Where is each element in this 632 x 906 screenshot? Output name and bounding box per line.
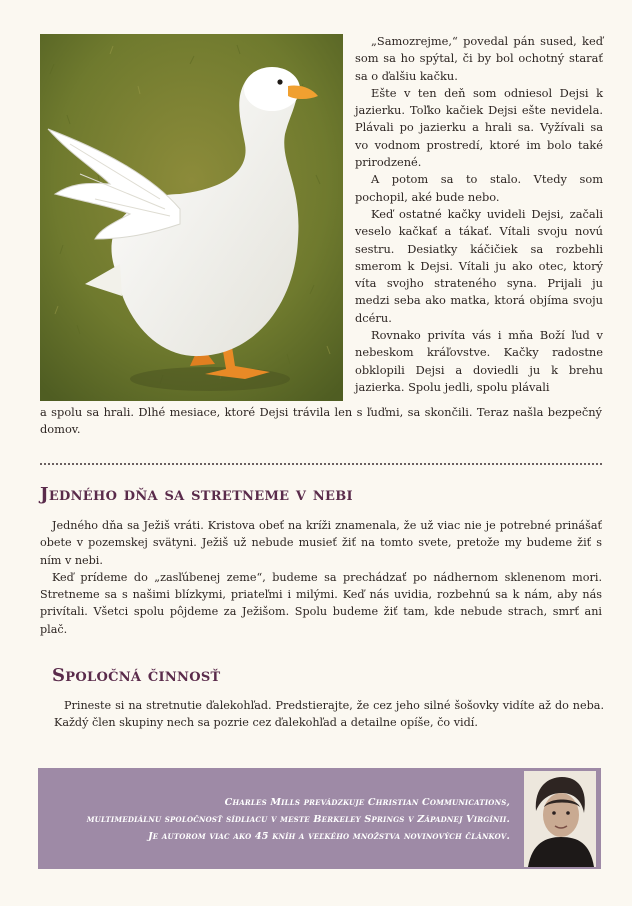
author-bio-box bbox=[38, 768, 601, 869]
section-title-activity: Spoločná činnosť bbox=[52, 665, 221, 686]
story-paragraph: Rovnako privíta vás i mňa Boží ľud v nebeskom kráľovstve. Kačky radostne obklopili Dejsi a doviedli ju k brehu jazierka. Spolu jedli, spolu plávali bbox=[355, 328, 603, 394]
section-paragraph: Jedného dňa sa Ježiš vráti. Kristova obeť na kríži znamenala, že už viac nie je potrebné prinášať obete v pozemskej svätyni. Ježiš už nebude musieť žiť na tomto svete, pretože my budeme žiť s ním v nebi. bbox=[40, 519, 602, 567]
portrait-illustration bbox=[524, 771, 596, 867]
duck-photo bbox=[40, 34, 343, 401]
story-paragraph: A potom sa to stalo. Vtedy som pochopil, aké bude nebo. bbox=[355, 172, 603, 204]
section-title-heaven: Jedného dňa sa stretneme v nebi bbox=[40, 484, 353, 505]
activity-text: Prineste si na stretnutie ďalekohľad. Predstierajte, že cez jeho silné šošovky vidíte až do neba. Každý člen skupiny nech sa pozrie cez ďalekohľad a detailne opíše, čo vidí. bbox=[54, 699, 604, 730]
author-portrait bbox=[524, 771, 596, 867]
story-paragraph: „Samozrejme,“ povedal pán sused, keď som sa ho spýtal, či by bol ochotný starať sa o ďalšiu kačku. bbox=[355, 34, 603, 83]
dotted-divider bbox=[40, 463, 602, 465]
story-continuation bbox=[40, 404, 602, 439]
bio-line: multimediálnu spoločnosť sídliacu v meste Berkeley Springs v Západnej Virgínii. bbox=[86, 814, 510, 825]
story-paragraph-wide: a spolu sa hrali. Dlhé mesiace, ktoré Dejsi trávila len s ľuďmi, sa skončili. Teraz našla bezpečný domov. bbox=[40, 405, 602, 437]
story-paragraph: Keď ostatné kačky uvideli Dejsi, začali veselo kačkať a tákať. Vítali svoju novú sestru. Desiatky káčičiek sa rozbehli smerom k Dejsi. Vítali ju ako otec, ktorý víta svojho strateného syna. Prijali ju medzi seba ako matka, ktorá objíma svoju dcéru. bbox=[355, 206, 603, 325]
bio-line: Charles Mills prevádzkuje Christian Communications, bbox=[224, 797, 510, 808]
duck-illustration bbox=[40, 34, 343, 401]
author-bio-text bbox=[38, 794, 510, 845]
story-right-column bbox=[355, 33, 603, 396]
section-heaven-body bbox=[40, 517, 602, 638]
section-paragraph: Keď prídeme do „zasľúbenej zeme“, budeme sa prechádzať po nádhernom sklenenom mori. Stretneme sa s našimi blízkymi, priateľmi i milými. Keď nás uvidia, rozbehnú sa k nám, aby nás privítali. Všetci spolu pôjdeme za Ježišom. Spolu budeme žiť tam, kde nebude strach, smrť ani plač. bbox=[40, 570, 602, 636]
bio-line: Je autorom viac ako 45 kníh a veľkého množstva novinových článkov. bbox=[148, 831, 510, 842]
story-paragraph: Ešte v ten deň som odniesol Dejsi k jazierku. Toľko kačiek Dejsi ešte nevidela. Plávali po jazierku a hrali sa. Vyžívali sa vo vodnom prostredí, ktoré im bolo také prirodzené. bbox=[355, 85, 603, 170]
